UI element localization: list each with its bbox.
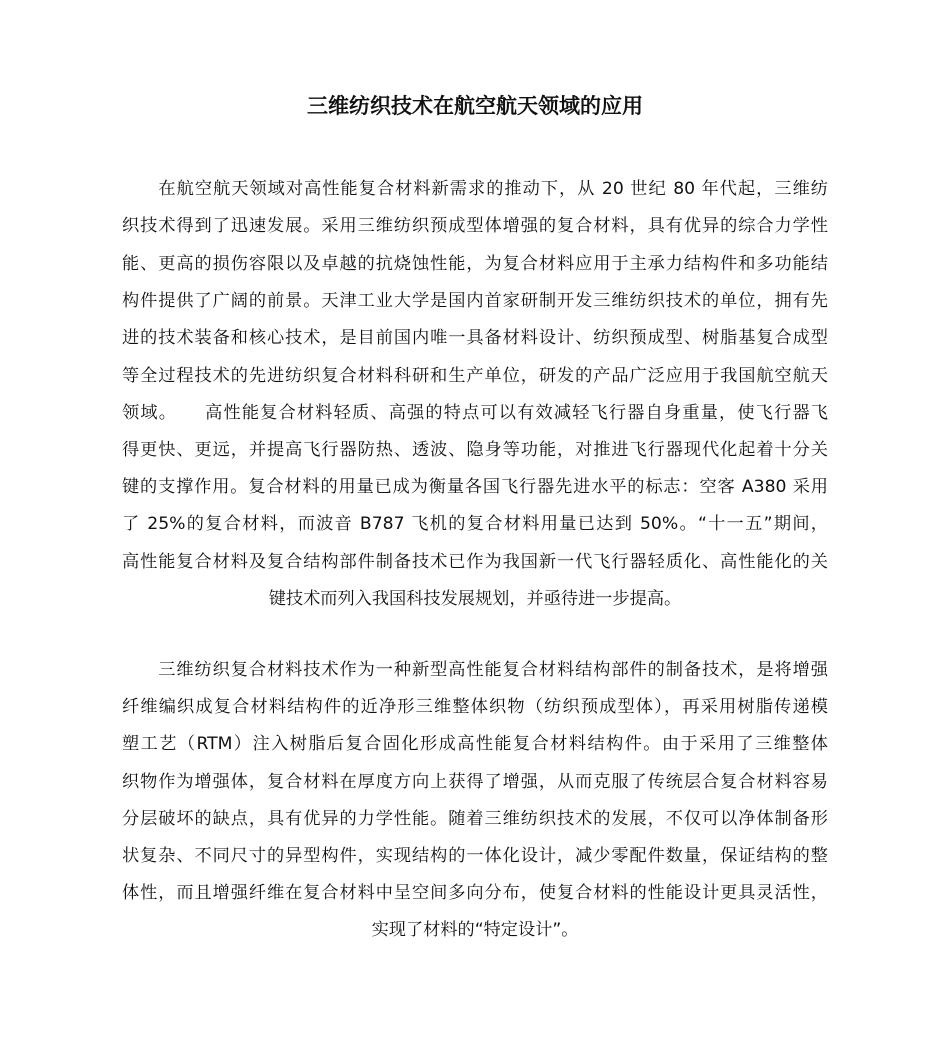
paragraph-line: 塑工艺（RTM）注入树脂后复合固化形成高性能复合材料结构件。由于采用了三维整体 xyxy=(122,734,828,754)
document-title: 三维纺织技术在航空航天领域的应用 xyxy=(307,94,643,118)
paragraph-line: 键技术而列入我国科技发展规划，并亟待进一步提高。 xyxy=(268,589,682,609)
paragraph-line: 构件提供了广阔的前景。天津工业大学是国内首家研制开发三维纺织技术的单位，拥有先 xyxy=(122,291,828,311)
paragraph-line: 纤维编织成复合材料结构件的近净形三维整体织物（纺织预成型体），再采用树脂传递模 xyxy=(122,697,828,717)
paragraph-line: 等全过程技术的先进纺织复合材料科研和生产单位，研发的产品广泛应用于我国航空航天 xyxy=(122,366,828,386)
paragraph-line: 键的支撑作用。复合材料的用量已成为衡量各国飞行器先进水平的标志：空客 A380 采用 xyxy=(122,477,828,497)
paragraph-line: 体性，而且增强纤维在复合材料中呈空间多向分布，使复合材料的性能设计更具灵活性， xyxy=(122,883,828,903)
paragraph-line: 分层破坏的缺点，具有优异的力学性能。随着三维纺织技术的发展，不仅可以净体制备形 xyxy=(122,809,828,829)
paragraph-line: 织技术得到了迅速发展。采用三维纺织预成型体增强的复合材料，具有优异的综合力学性 xyxy=(122,216,828,236)
paragraph-line: 得更快、更远，并提高飞行器防热、透波、隐身等功能，对推进飞行器现代化起着十分关 xyxy=(122,440,828,460)
paragraph-line: 织物作为增强体，复合材料在厚度方向上获得了增强，从而克服了传统层合复合材料容易 xyxy=(122,772,828,792)
paragraph-line: 高性能复合材料及复合结构部件制备技术已作为我国新一代飞行器轻质化、高性能化的关 xyxy=(122,552,828,572)
paragraph-line: 在航空航天领域对高性能复合材料新需求的推动下，从 20 世纪 80 年代起，三维纺 xyxy=(122,179,828,199)
paragraph-line: 状复杂、不同尺寸的异型构件，实现结构的一体化设计，减少零配件数量，保证结构的整 xyxy=(122,846,828,866)
paragraph-line: 进的技术装备和核心技术，是目前国内唯一具备材料设计、纺织预成型、树脂基复合成型 xyxy=(122,328,828,348)
paragraph-line: 了 25%的复合材料，而波音 B787 飞机的复合材料用量已达到 50%。“十一五”期间， xyxy=(122,514,828,534)
paragraph-line: 领域。 高性能复合材料轻质、高强的特点可以有效减轻飞行器自身重量，使飞行器飞 xyxy=(122,403,828,423)
paragraph-line: 三维纺织复合材料技术作为一种新型高性能复合材料结构部件的制备技术，是将增强 xyxy=(122,660,828,680)
paragraph-line: 能、更高的损伤容限以及卓越的抗烧蚀性能，为复合材料应用于主承力结构件和多功能结 xyxy=(122,254,828,274)
paragraph-line: 实现了材料的“特定设计”。 xyxy=(371,920,579,940)
